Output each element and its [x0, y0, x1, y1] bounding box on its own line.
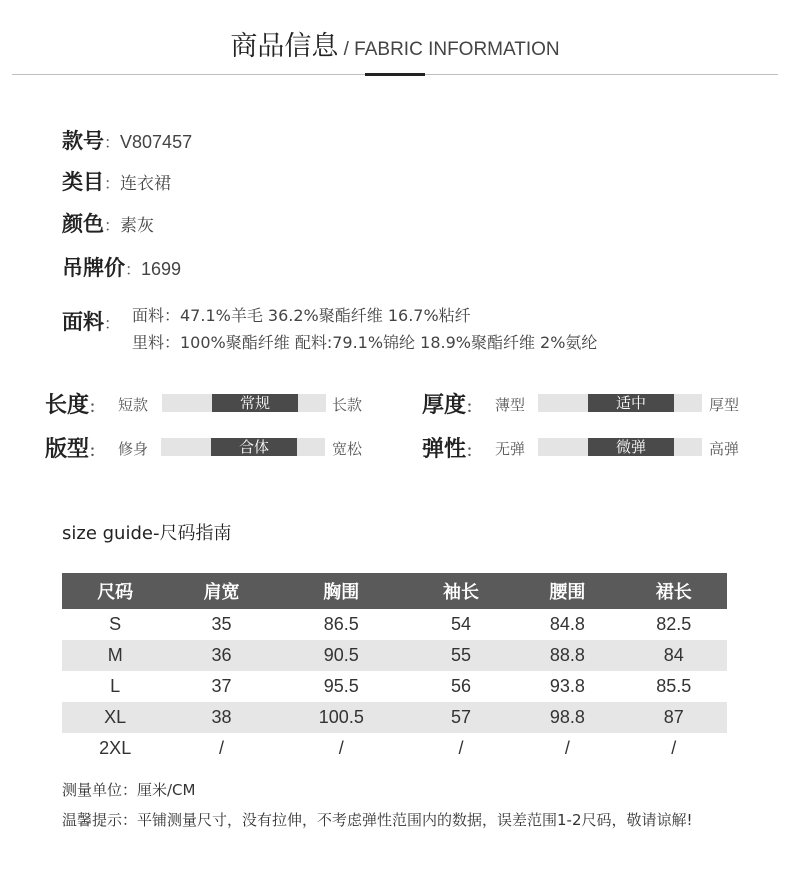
style-no-label: 款号	[62, 129, 104, 153]
attr-fit-high: 宽松	[332, 440, 363, 458]
table-cell: 57	[408, 702, 514, 733]
column-header: 裙长	[621, 573, 727, 609]
colon: ：	[104, 174, 121, 193]
attr-length-high: 长款	[332, 396, 363, 414]
colon: ：	[466, 398, 482, 416]
column-header: 胸围	[275, 573, 408, 609]
attr-thickness-low: 薄型	[495, 396, 526, 414]
header-accent-bar	[365, 73, 425, 76]
table-cell: S	[109, 614, 122, 634]
colon: ：	[466, 442, 482, 460]
table-cell: /	[458, 738, 464, 758]
measurement-unit-note: 测量单位：厘米/CM	[62, 781, 196, 799]
attr-thickness-selected: 适中	[588, 394, 674, 412]
attr-elasticity-selected: 微弹	[588, 438, 674, 456]
table-row	[62, 609, 727, 640]
attr-fit-label: 版型	[45, 437, 90, 462]
table-cell: 37	[211, 676, 232, 696]
table-cell: 56	[451, 676, 472, 696]
color-value: 素灰	[120, 216, 155, 236]
title-cn: 商品信息	[230, 31, 339, 62]
attr-fit-low: 修身	[118, 440, 149, 458]
colon: ：	[104, 314, 121, 333]
attr-length-selected: 常规	[212, 394, 298, 412]
info-tag-price	[62, 252, 181, 282]
table-row	[62, 733, 727, 764]
attr-elasticity-high: 高弹	[709, 440, 740, 458]
fabric-line-1: 面料：47.1%羊毛 36.2%聚酯纤维 16.7%粘纤	[132, 306, 471, 325]
page-title	[0, 24, 790, 63]
attr-fit	[45, 432, 375, 462]
colon: ：	[125, 260, 142, 279]
attr-elasticity-scale	[538, 438, 702, 456]
table-cell: 54	[451, 614, 472, 634]
table-cell: 35	[211, 614, 232, 634]
table-cell: L	[110, 676, 121, 696]
table-cell: 93.8	[549, 676, 585, 696]
title-en: / FABRIC INFORMATION	[338, 39, 560, 60]
table-cell: 98.8	[514, 702, 620, 733]
colon: ：	[89, 398, 105, 416]
fabric-label-wrap	[62, 306, 120, 336]
column-header: 袖长	[408, 573, 514, 609]
table-cell: 2XL	[99, 738, 132, 758]
attr-fit-selected: 合体	[211, 438, 297, 456]
table-cell: /	[564, 738, 570, 758]
table-cell: /	[338, 738, 344, 758]
table-cell: 55	[408, 640, 514, 671]
table-cell: 100.5	[275, 702, 408, 733]
info-color	[62, 208, 154, 238]
table-row	[62, 640, 727, 671]
table-row	[62, 671, 727, 702]
tag-price-value: 1699	[141, 259, 182, 279]
table-cell: 90.5	[275, 640, 408, 671]
attr-length	[45, 388, 375, 418]
attr-elasticity-low: 无弹	[495, 440, 526, 458]
table-cell: 86.5	[323, 614, 359, 634]
table-cell: 82.5	[656, 614, 692, 634]
attr-thickness-scale	[538, 394, 702, 412]
category-value: 连衣裙	[120, 174, 172, 194]
column-header: 腰围	[514, 573, 620, 609]
color-label: 颜色	[62, 212, 104, 236]
table-cell: M	[62, 640, 168, 671]
colon: ：	[104, 216, 121, 235]
table-cell: XL	[62, 702, 168, 733]
fabric-line-2: 里料：100%聚酯纤维 配料:79.1%锦纶 18.9%聚酯纤维 2%氨纶	[132, 333, 598, 352]
attr-thickness	[422, 388, 752, 418]
attr-thickness-label: 厚度	[422, 393, 467, 418]
column-header: 肩宽	[168, 573, 274, 609]
table-cell: 87	[621, 702, 727, 733]
table-cell: 38	[168, 702, 274, 733]
attr-length-scale	[162, 394, 326, 412]
table-cell: 36	[168, 640, 274, 671]
table-cell: /	[219, 738, 225, 758]
category-label: 类目	[62, 170, 104, 194]
info-style-no	[62, 125, 192, 155]
table-cell: /	[671, 738, 677, 758]
section-header	[0, 0, 790, 90]
size-guide-title: size guide-尺码指南	[62, 523, 232, 544]
size-table-header	[62, 573, 727, 609]
measurement-tip-note: 温馨提示：平铺测量尺寸，没有拉伸，不考虑弹性范围内的数据，误差范围1-2尺码，敬请谅解!	[62, 811, 693, 829]
fabric-label: 面料	[62, 310, 104, 334]
colon: ：	[89, 442, 105, 460]
size-table	[62, 573, 727, 764]
attr-length-low: 短款	[118, 396, 149, 414]
table-row	[62, 702, 727, 733]
table-cell: 84	[621, 640, 727, 671]
style-no-value: V807457	[120, 132, 193, 152]
fabric-details	[132, 302, 597, 356]
attr-thickness-high: 厚型	[709, 396, 740, 414]
info-category	[62, 166, 171, 196]
attr-elasticity	[422, 432, 752, 462]
table-cell: 88.8	[514, 640, 620, 671]
column-header: 尺码	[62, 573, 168, 609]
tag-price-label: 吊牌价	[62, 256, 125, 280]
table-cell: 84.8	[549, 614, 585, 634]
attr-length-label: 长度	[45, 393, 90, 418]
table-cell: 85.5	[656, 676, 692, 696]
table-cell: 95.5	[323, 676, 359, 696]
attr-fit-scale	[161, 438, 325, 456]
colon: ：	[104, 133, 121, 152]
attr-elasticity-label: 弹性	[422, 437, 467, 462]
